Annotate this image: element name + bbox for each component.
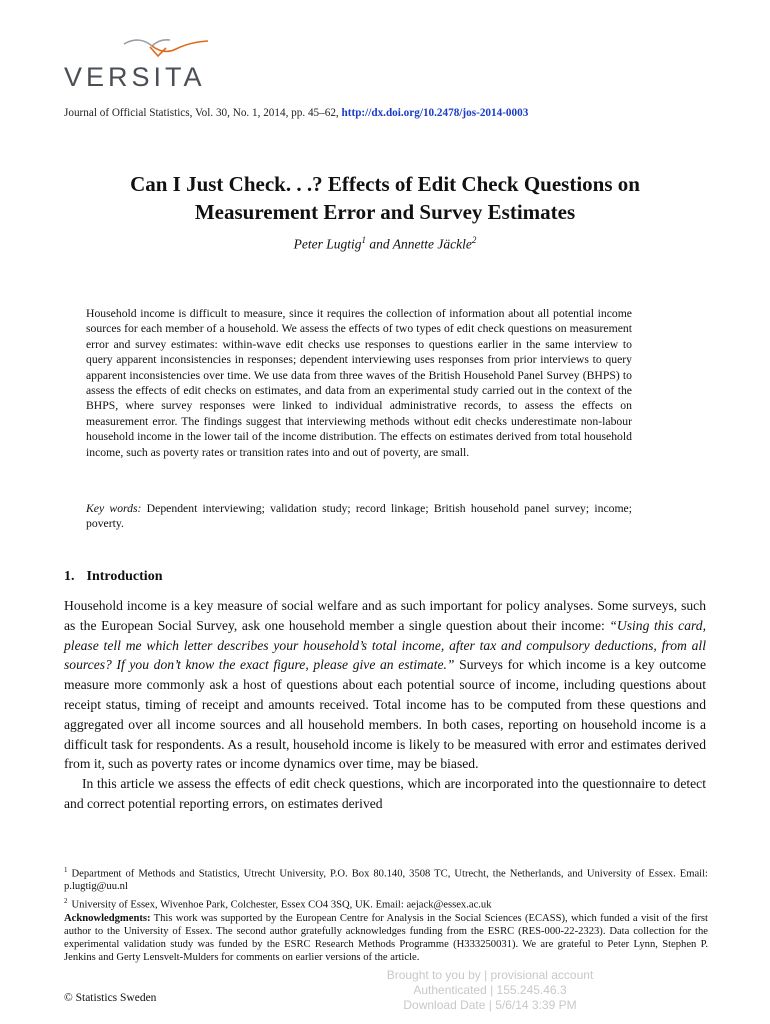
journal-citation: Journal of Official Statistics, Vol. 30, No. 1, 2014, pp. 45–62, [64,107,339,119]
logo-text: VERSITA [64,62,206,92]
keywords-label: Key words: [86,502,142,515]
body-text [64,596,706,814]
acknowledgments-text: This work was supported by the European Centre for Analysis in the Social Sciences (ECASS), which funded a visit of the first author to the University of Essex. The second author gratefully acknowledges funding from the ESRC (RES-000-22-2323). Data collection for the experimental validation study was funded by the ESRC Research Methods Programme (H333250031). We are grateful to Peter Lynn, Stephen P. Jenkins and Gerty Lensvelt-Mulders for comments on earlier versions of the article. [64,913,708,963]
keywords-list: Dependent interviewing; validation study; record linkage; British household panel survey; income; poverty. [86,502,632,531]
watermark-line-2: Authenticated | 155.245.46.3 [413,983,567,997]
bird-icon [122,36,212,62]
footnotes [64,864,708,966]
watermark-line-3: Download Date | 5/6/14 3:39 PM [403,998,577,1012]
footnote-1-text: Department of Methods and Statistics, Utrecht University, P.O. Box 80.140, 3508 TC, Utrecht, the Netherlands, and University of Essex. Email: p.lugtig@uu.nl [64,868,708,893]
footnote-1-number: 1 [64,866,68,874]
keywords [86,501,632,532]
paragraph-1 [64,596,706,774]
section-number: 1. [64,569,75,584]
title-line-1: Can I Just Check. . .? Effects of Edit Check Questions on [130,172,640,196]
paragraph-1-end: Surveys for which income is a key outcome measure more commonly ask a host of questions about each potential source of income, including questions about receipt status, timing of receipt and amounts received. Total income has to be computed from these questions and aggregated over all income sources and all household members. In both cases, reporting on household income is a difficult task for respondents. As a result, household income is likely to be measured with error and estimates derived from it, such as poverty rates or income dynamics over time, may be biased. [64,657,707,772]
download-watermark [370,968,610,1013]
doi-link[interactable]: http://dx.doi.org/10.2478/jos-2014-0003 [341,107,529,119]
footnote-2 [64,895,708,912]
author-2: Annette Jäckle [392,236,472,252]
acknowledgments-label: Acknowledgments: [64,913,151,925]
watermark-line-1: Brought to you by | provisional account [386,968,594,982]
paragraph-2: In this article we assess the effects of edit check questions, which are incorporated into the questionnaire to detect and correct potential reporting errors, on estimates derived [64,776,706,811]
income-question-quote: “Using this card, please tell me which letter describes your household’s total income, after tax and compulsory deductions, from all sources? If you don’t know the exact figure, please give an estimate.” [64,617,706,673]
author-conjunction: and [366,236,393,252]
copyright: © Statistics Sweden [64,992,157,1004]
abstract: Household income is difficult to measure, since it requires the collection of information about all potential income sources for each member of a household. We assess the effects of two types of edit check questions on measurement error and survey estimates: within-wave edit checks use responses to questions earlier in the same interview to query apparent inconsistencies in responses; dependent interviewing uses responses from prior interviews to query apparent inconsistencies over time. We use data from three waves of the British Household Panel Survey (BHPS) to assess the effects of edit checks on estimates, and data from an experimental study carried out in the context of the BHPS, where survey responses were linked to individual administrative records, to assess the effects on measurement error. The findings suggest that interviewing methods without edit checks underestimate non-labour household income in the lower tail of the income distribution. The effects on estimates derived from total household income, such as poverty rates or transition rates into and out of poverty, are small. [86,307,632,459]
footnote-2-text: University of Essex, Wivenhoe Park, Colchester, Essex CO4 3SQ, UK. Email: aejack@essex.ac.uk [71,899,492,911]
footnote-2-number: 2 [64,897,68,906]
versita-logo [64,32,214,92]
footnote-1 [64,864,708,894]
paragraph-1-start: Household income is a key measure of social welfare and as such important for policy analyses. Some surveys, such as the European Social Survey, ask one household member a single question about their income: [64,598,706,633]
title-line-2: Measurement Error and Survey Estimates [194,200,576,224]
author-1: Peter Lugtig [293,236,362,252]
authors [40,235,730,253]
section-title: Introduction [86,569,163,584]
article-title [40,170,730,226]
author-2-footnote-mark: 2 [471,235,477,245]
journal-citation-line [64,107,714,119]
acknowledgments [64,913,708,964]
section-heading [64,569,162,585]
author-1-footnote-mark: 1 [361,235,367,245]
